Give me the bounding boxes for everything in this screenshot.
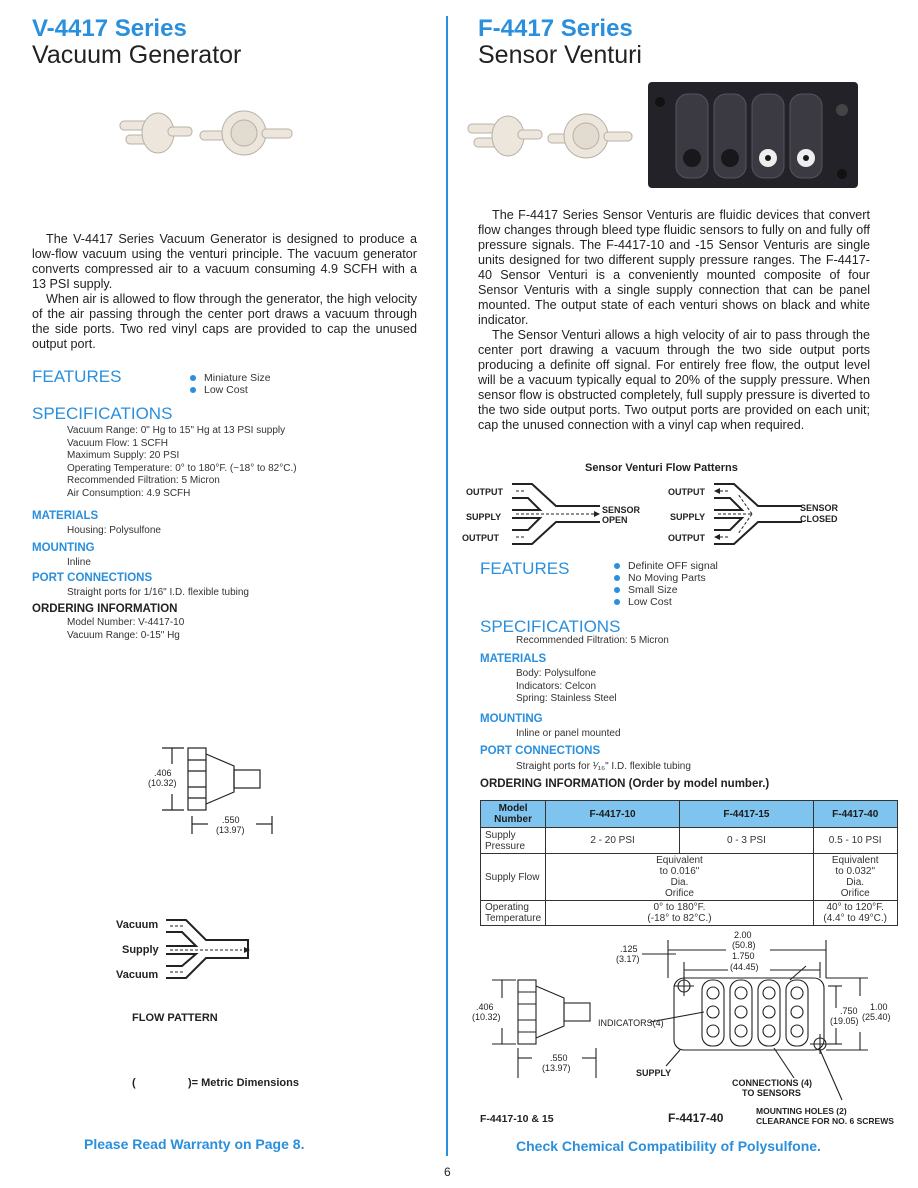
- right-specs-heading: SPECIFICATIONS: [480, 617, 621, 636]
- table-cell: 0 - 3 PSI: [679, 828, 813, 854]
- spec-line: Vacuum Flow: 1 SCFH: [67, 437, 168, 449]
- left-specs-heading: SPECIFICATIONS: [32, 404, 173, 423]
- dim-c-in: .125: [620, 944, 638, 954]
- left-dim-w-mm: (13.97): [216, 825, 245, 835]
- right-dim-w-in: .550: [550, 1053, 568, 1063]
- right-dim-h-in: .406: [476, 1002, 494, 1012]
- closed-supply: SUPPLY: [670, 512, 706, 522]
- left-flow-caption: FLOW PATTERN: [132, 1012, 218, 1024]
- right-series-title: F-4417 Series: [478, 15, 633, 42]
- list-item: Miniature Size: [188, 372, 271, 384]
- dim-d-in: .750: [840, 1006, 858, 1016]
- spec-line: Air Consumption: 4.9 SCFH: [67, 487, 191, 499]
- right-specs-line: Recommended Filtration: 5 Micron: [516, 635, 669, 646]
- left-header: [32, 16, 241, 68]
- row-label: Supply Pressure: [481, 828, 546, 854]
- dim-d-mm: (19.05): [830, 1016, 859, 1026]
- dim-b-in: 1.750: [732, 951, 755, 961]
- left-features-heading: FEATURES: [32, 367, 122, 386]
- sensor-venturi-photo: [462, 80, 862, 192]
- open-supply: SUPPLY: [466, 512, 502, 522]
- list-item: Definite OFF signal: [612, 560, 718, 572]
- table-cell: 2 - 20 PSI: [546, 828, 680, 854]
- callout-to-sensors: TO SENSORS: [742, 1088, 801, 1098]
- open-output-bottom: OUTPUT: [462, 533, 499, 543]
- open-state-label: OPEN: [602, 515, 628, 525]
- flow-patterns-title: Sensor Venturi Flow Patterns: [585, 462, 738, 474]
- spec-line: Maximum Supply: 20 PSI: [67, 450, 180, 462]
- left-specs-list: [67, 425, 297, 501]
- right-description: [478, 208, 870, 433]
- callout-indicators: INDICATORS(4): [598, 1018, 664, 1028]
- right-features-heading: FEATURES: [480, 559, 570, 578]
- column-divider: [446, 16, 448, 1156]
- left-materials-heading: MATERIALS: [32, 510, 99, 522]
- callout-connections: CONNECTIONS (4): [732, 1078, 813, 1088]
- ordering-table: [480, 800, 898, 926]
- dim-e-in: 1.00: [870, 1002, 888, 1012]
- table-cell-merged: Equivalent to 0.016" Dia. Orifice: [546, 854, 814, 901]
- left-materials-line: Housing: Polysulfone: [67, 525, 161, 536]
- list-item: No Moving Parts: [612, 572, 718, 584]
- dim-a-in: 2.00: [734, 930, 752, 940]
- open-output-top: OUTPUT: [466, 487, 503, 497]
- left-series-title: V-4417 Series: [32, 15, 187, 42]
- material-line: Spring: Stainless Steel: [516, 693, 617, 705]
- sensor-venturi-dimension-drawing: [470, 928, 910, 1128]
- flow-pattern-diagram: [164, 914, 254, 984]
- table-header: F-4417-10: [546, 801, 680, 828]
- closed-output-bottom: OUTPUT: [668, 533, 705, 543]
- right-port-heading: PORT CONNECTIONS: [480, 745, 601, 757]
- flow-diagram-sensor-closed: [712, 480, 804, 548]
- callout-mounting-holes: MOUNTING HOLES (2): [756, 1106, 847, 1116]
- list-item: Low Cost: [612, 596, 718, 608]
- list-item: Low Cost: [188, 384, 271, 396]
- left-ordering-heading: ORDERING INFORMATION: [32, 603, 178, 615]
- table-header: Model Number: [481, 801, 546, 828]
- left-dim-w-in: .550: [222, 815, 240, 825]
- callout-supply: SUPPLY: [636, 1068, 672, 1078]
- spec-line: Vacuum Range: 0" Hg to 15" Hg at 13 PSI supply: [67, 425, 286, 436]
- ordering-line: Model Number: V-4417-10: [67, 617, 185, 628]
- right-series-subtitle: Sensor Venturi: [478, 41, 642, 69]
- right-port-line: Straight ports for ¹⁄₁₆" I.D. flexible tubing: [516, 761, 691, 772]
- left-dim-h-mm: (10.32): [148, 778, 177, 788]
- model-label-small: F-4417-10 & 15: [480, 1113, 554, 1125]
- list-item: Small Size: [612, 584, 718, 596]
- right-description-p1: The F-4417 Series Sensor Venturis are fluidic devices that convert flow changes through bleed type fluidic sensors to fully on and fully off pressure signals. The F-4417-10 and -15 Sensor Venturis are single units designed for two different supply pressure ranges. The F-4417-40 Sensor Venturi is a conveniently mounted composite of four Sensor Venturis with a single supply connection that can be panel mounted. The output state of each venturi shows on black and white indicator.: [478, 208, 870, 327]
- left-description-p1: The V-4417 Series Vacuum Generator is designed to produce a low-flow vacuum using the venturi principle. The vacuum generator converts compressed air to a vacuum consuming 4.9 SCFH with a 13 PSI supply.: [32, 232, 417, 291]
- spec-line: Operating Temperature: 0° to 180°F. (−18° to 82°C.): [67, 462, 297, 474]
- table-header-row: [481, 801, 898, 828]
- left-flow-vacuum-top: Vacuum: [116, 919, 159, 931]
- spec-line: Recommended Filtration: 5 Micron: [67, 475, 220, 487]
- right-header: [478, 16, 642, 68]
- right-mounting-heading: MOUNTING: [480, 713, 543, 725]
- right-mounting-line: Inline or panel mounted: [516, 728, 621, 739]
- metric-note: )= Metric Dimensions: [188, 1077, 299, 1089]
- warranty-link[interactable]: Please Read Warranty on Page 8.: [84, 1136, 305, 1152]
- table-row: [481, 901, 898, 926]
- table-header: F-4417-40: [813, 801, 897, 828]
- right-dim-w-mm: (13.97): [542, 1063, 571, 1073]
- right-materials-list: [516, 668, 617, 706]
- closed-output-top: OUTPUT: [668, 487, 705, 497]
- left-port-line: Straight ports for 1/16" I.D. flexible tubing: [67, 587, 249, 598]
- closed-sensor-label: SENSOR: [800, 503, 839, 513]
- left-features-list: [188, 372, 271, 396]
- row-label: Operating Temperature: [481, 901, 546, 926]
- left-flow-supply: Supply: [122, 944, 159, 956]
- left-ordering-list: [67, 617, 184, 642]
- right-materials-heading: MATERIALS: [480, 653, 547, 665]
- left-flow-vacuum-bottom: Vacuum: [116, 969, 159, 981]
- table-row: [481, 828, 898, 854]
- right-dim-h-mm: (10.32): [472, 1012, 501, 1022]
- table-row: [481, 854, 898, 901]
- left-dim-h-in: .406: [154, 768, 172, 778]
- left-mounting-line: Inline: [67, 557, 91, 568]
- vacuum-generator-photo: [112, 105, 302, 165]
- vacuum-generator-dimension-drawing: [140, 740, 300, 850]
- right-features-list: [612, 560, 718, 608]
- chemical-compatibility-link[interactable]: Check Chemical Compatibility of Polysulfone.: [516, 1138, 821, 1154]
- callout-clearance: CLEARANCE FOR NO. 6 SCREWS: [756, 1116, 894, 1126]
- table-cell: 40° to 120°F. (4.4° to 49°C.): [813, 901, 897, 926]
- row-label: Supply Flow: [481, 854, 546, 901]
- left-series-subtitle: Vacuum Generator: [32, 41, 242, 69]
- dim-b-mm: (44.45): [730, 962, 759, 972]
- table-cell: Equivalent to 0.032" Dia. Orifice: [813, 854, 897, 901]
- open-sensor-label: SENSOR: [602, 505, 641, 515]
- dim-c-mm: (3.17): [616, 954, 640, 964]
- left-mounting-heading: MOUNTING: [32, 542, 95, 554]
- left-description: [32, 232, 417, 352]
- right-description-p2: The Sensor Venturi allows a high velocity of air to pass through the center port drawing a vacuum through the two side output ports producing a definite off signal. For entirely free flow, the output level will be a vacuum typically equal to 20% of the supply pressure. When sensor flow is obstructed completely, full supply pressure is diverted to the two side output ports. Two output ports are provided on each unit; cap the unused connection with a vinyl cap when required.: [478, 328, 870, 432]
- left-port-heading: PORT CONNECTIONS: [32, 572, 153, 584]
- ordering-line: Vacuum Range: 0-15" Hg: [67, 629, 180, 641]
- material-line: Indicators: Celcon: [516, 680, 597, 692]
- flow-diagram-sensor-open: [510, 480, 602, 548]
- metric-note-open: (: [132, 1077, 136, 1089]
- closed-state-label: CLOSED: [800, 514, 838, 524]
- left-description-p2: When air is allowed to flow through the generator, the high velocity of the air passing through the center port draws a vacuum through the side ports. Two red vinyl caps are provided to cap the unused output port.: [32, 292, 417, 351]
- page-number: 6: [444, 1165, 451, 1179]
- model-label-big: F-4417-40: [668, 1111, 724, 1125]
- table-header: F-4417-15: [679, 801, 813, 828]
- material-line: Body: Polysulfone: [516, 668, 597, 679]
- table-cell-merged: 0° to 180°F. (-18° to 82°C.): [546, 901, 814, 926]
- dim-e-mm: (25.40): [862, 1012, 891, 1022]
- right-ordering-heading: ORDERING INFORMATION (Order by model number.): [480, 778, 770, 790]
- dim-a-mm: (50.8): [732, 940, 756, 950]
- table-cell: 0.5 - 10 PSI: [813, 828, 897, 854]
